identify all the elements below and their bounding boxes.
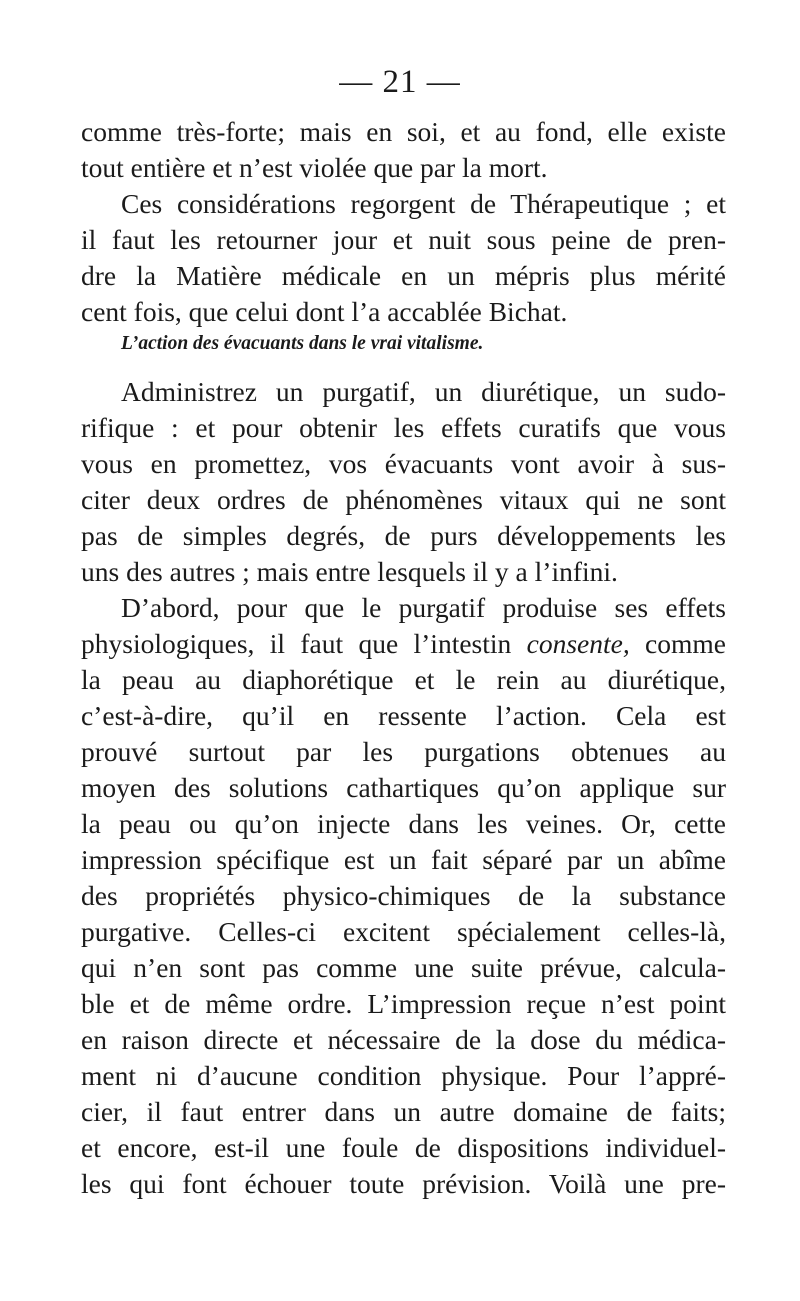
- text-line: uns des autres ; mais entre lesquels il y a l’infini.: [81, 556, 618, 587]
- text-line: Ces considérations regorgent de Thérapeutique ; et: [121, 188, 726, 219]
- text-line: comme très-forte; mais en soi, et au fond, elle existe: [81, 116, 726, 147]
- text-line: en raison directe et nécessaire de la dose du médica-: [81, 1024, 726, 1055]
- text-line: Administrez un purgatif, un diurétique, un sudo-: [121, 376, 726, 407]
- text-segment: physiologiques, il faut que l’intestin: [81, 628, 512, 659]
- text-line: les qui font échouer toute prévision. Voilà une pre-: [81, 1168, 726, 1199]
- text-line: il faut les retourner jour et nuit sous peine de pren-: [81, 224, 726, 255]
- text-line: prouvé surtout par les purgations obtenues au: [81, 736, 726, 767]
- text-line: vous en promettez, vos évacuants vont avoir à sus-: [81, 448, 726, 479]
- text-line: impression spécifique est un fait séparé par un abîme: [81, 844, 726, 875]
- text-line: dre la Matière médicale en un mépris plus mérité: [81, 260, 726, 291]
- text-line: ble et de même ordre. L’impression reçue n’est point: [81, 988, 726, 1019]
- text-line: cier, il faut entrer dans un autre domaine de faits;: [81, 1096, 726, 1127]
- text-line: c’est-à-dire, qu’il en ressente l’action. Cela est: [81, 700, 726, 731]
- text-line: D’abord, pour que le purgatif produise ses effets: [121, 592, 726, 623]
- text-line: cent fois, que celui dont l’a accablée Bichat.: [81, 296, 568, 327]
- text-line: moyen des solutions cathartiques qu’on applique sur: [81, 772, 726, 803]
- text-line: purgative. Celles-ci excitent spécialement celles-là,: [81, 916, 726, 947]
- text-line: pas de simples degrés, de purs développements les: [81, 520, 726, 551]
- text-line: tout entière et n’est violée que par la mort.: [81, 152, 548, 183]
- text-line: citer deux ordres de phénomènes vitaux qui ne sont: [81, 484, 726, 515]
- text-line: la peau au diaphorétique et le rein au diurétique,: [81, 664, 726, 695]
- text-line: [81, 626, 726, 662]
- text-line: et encore, est-il une foule de dispositions individuel-: [81, 1132, 726, 1163]
- text-segment: comme: [629, 628, 726, 659]
- page-number: — 21 —: [339, 64, 461, 100]
- text-line: la peau ou qu’on injecte dans les veines. Or, cette: [81, 808, 726, 839]
- italic-word: consente,: [526, 628, 630, 659]
- section-heading: L’action des évacuants dans le vrai vitalisme.: [121, 333, 484, 354]
- text-line: qui n’en sont pas comme une suite prévue, calcula-: [81, 952, 726, 983]
- text-line: des propriétés physico-chimiques de la substance: [81, 880, 726, 911]
- text-line: rifique : et pour obtenir les effets curatifs que vous: [81, 412, 726, 443]
- text-line: ment ni d’aucune condition physique. Pour l’appré-: [81, 1060, 726, 1091]
